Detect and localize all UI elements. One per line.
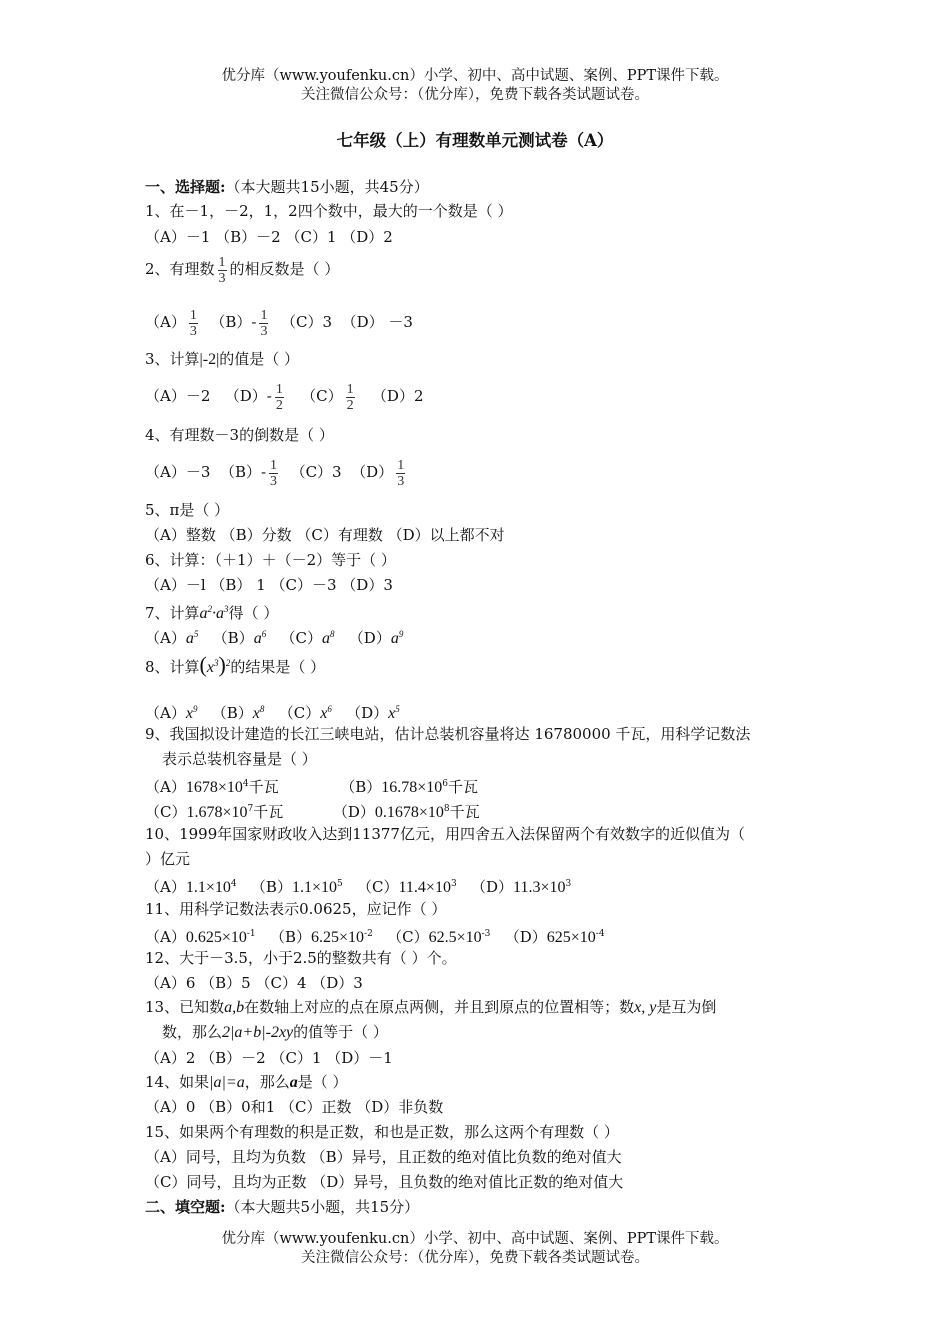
q4-opt-d: （D）: [351, 463, 394, 481]
q7-ans-a: [186, 630, 199, 647]
q8-options: [145, 699, 400, 724]
exp: 6: [261, 629, 267, 639]
q3-abs-expr: |-2|: [199, 351, 220, 368]
q13-stem-line2: [162, 1022, 388, 1043]
q9-opt-b: （B）: [340, 778, 382, 796]
q8-ans-b: [253, 705, 265, 722]
var-x: x: [320, 705, 328, 722]
q9-val-b: 16.78×10: [381, 779, 443, 796]
q15-stem: 15、如果两个有理数的积是正数，和也是正数，那么这两个有理数（ ）: [145, 1123, 619, 1141]
q8-opt-a: （A）: [145, 704, 186, 722]
exp: 5: [395, 704, 400, 714]
frac-den: 3: [218, 270, 226, 286]
q8-stem-text-2: 的结果是（ ）: [230, 658, 326, 676]
q9-opt-c: （C）: [145, 803, 187, 821]
page-header-line2: 关注微信公众号：（优分库），免费下载各类试题试卷。: [301, 87, 649, 103]
unit: 千瓦: [253, 803, 284, 821]
q2-fraction: [218, 255, 227, 286]
frac-num: 1: [346, 381, 354, 397]
exp: 3: [213, 658, 219, 668]
q4-opt-b: （B）-: [219, 463, 267, 481]
q9-options-row1: [145, 774, 478, 798]
q14-stem: [145, 1072, 347, 1093]
q11-val-c: 62.5×10: [428, 929, 482, 946]
section-1-note: （本大题共15小题，共45分）: [225, 178, 429, 196]
exp: 5: [193, 629, 199, 639]
q15-options-row1: （A）同号，且均为负数 （B）异号，且正数的绝对值比负数的绝对值大: [145, 1148, 622, 1166]
frac-num: 1: [189, 307, 197, 323]
var-a: a: [253, 630, 262, 647]
q13-text-3: 是互为倒: [656, 998, 717, 1016]
q3-frac-b: [275, 382, 284, 413]
q6-options: （A）－l （B） 1 （C）－3 （D）3: [145, 576, 393, 594]
q9-opt-d: （D）: [332, 803, 375, 821]
q11-stem: 11、用科学记数法表示0.0625，应记作（ ）: [145, 900, 447, 918]
exp: 4: [242, 779, 249, 789]
q7-stem-text: 7、计算: [145, 604, 200, 622]
q7-opt-a: （A）: [145, 629, 186, 647]
exp: -1: [246, 929, 256, 939]
q8-ans-a: [186, 705, 198, 722]
q14-text-3: 是（ ）: [297, 1073, 348, 1091]
var-a: a: [185, 630, 194, 647]
page-header-line1: 优分库（www.youfenku.cn）小学、初中、高中试题、案例、PPT课件下载。: [221, 68, 729, 84]
q4-frac-d: [396, 458, 405, 489]
exp: 3: [450, 879, 457, 889]
q3-options: [145, 375, 424, 417]
var-x: x: [388, 705, 396, 722]
q3-opt-c: （C）: [301, 387, 343, 405]
var-x: x: [252, 705, 260, 722]
q3-stem-text-2: 的值是（ ）: [219, 350, 300, 368]
q9-options-row2: [145, 799, 480, 823]
var-a: a: [199, 605, 208, 622]
exp: 5: [336, 879, 343, 889]
q2-options: [145, 301, 413, 343]
q2-stem: [145, 252, 339, 286]
q10-val-a: 1.1×10: [185, 879, 231, 896]
q13-text-5: 的值等于（ ）: [293, 1023, 388, 1041]
frac-num: 1: [260, 307, 268, 323]
q11-val-d: 625×10: [546, 929, 596, 946]
q12-options: （A）6 （B）5 （C）4 （D）3: [145, 974, 363, 992]
q8-ans-c: [320, 705, 332, 722]
q9-opt-a: （A）: [145, 778, 186, 796]
q3-opt-a: （A）－2: [145, 387, 211, 405]
q2-stem-text: 2、有理数: [145, 260, 215, 278]
q2-opt-d: （D） －3: [341, 313, 413, 331]
q4-stem: 4、有理数－3的倒数是（ ）: [145, 426, 334, 444]
q3-stem: [145, 349, 299, 370]
q4-options: [145, 451, 408, 493]
q4-opt-a: （A）－3: [145, 463, 211, 481]
frac-den: 3: [397, 473, 405, 489]
q13-vars-xy: x, y: [634, 999, 657, 1016]
q10-options: [145, 874, 571, 898]
q9-stem-line2: 表示总装机容量是（ ）: [162, 750, 317, 768]
q11-opt-b: （B）: [269, 928, 311, 946]
q13-text-4: 数，那么: [162, 1023, 223, 1041]
unit: 千瓦: [248, 778, 279, 796]
q9-val-c: 1.678×10: [186, 804, 248, 821]
exp: -4: [595, 929, 605, 939]
q2-stem-text-2: 的相反数是（ ）: [229, 260, 340, 278]
q2-frac-b: [259, 308, 268, 339]
q3-stem-text: 3、计算: [145, 350, 200, 368]
q9-val-d: 0.1678×10: [374, 804, 444, 821]
q13-expr: 2|a+b|-2xy: [222, 1024, 294, 1041]
q5-stem: 5、π是（ ）: [145, 501, 230, 519]
q7-ans-d: [391, 630, 404, 647]
unit: 千瓦: [449, 803, 480, 821]
q11-opt-a: （A）: [145, 928, 186, 946]
q7-opt-d: （D）: [348, 629, 391, 647]
section-1-label: 一、选择题:: [145, 178, 226, 196]
q10-stem-line1: 10、1999年国家财政收入达到11377亿元，用四舍五入法保留两个有效数字的近似值为（: [145, 825, 745, 843]
page-footer-line2: 关注微信公众号：（优分库），免费下载各类试题试卷。: [301, 1250, 649, 1266]
q10-val-b: 1.1×10: [291, 879, 337, 896]
var-a: a: [390, 630, 399, 647]
q14-text: 14、如果: [145, 1073, 210, 1091]
q2-opt-c: （C）3: [281, 313, 333, 331]
q2-opt-b: （B）-: [210, 313, 257, 331]
exp: 3: [565, 879, 572, 889]
q11-val-b: 6.25×10: [311, 929, 365, 946]
q7-stem: [145, 599, 278, 624]
exp: 8: [443, 804, 450, 814]
q12-stem: 12、大于－3.5，小于2.5的整数共有（ ）个。: [145, 949, 457, 967]
frac-num: 1: [218, 254, 226, 270]
page-title: 七年级（上）有理数单元测试卷（A）: [336, 131, 614, 150]
q3-opt-d: （D）2: [371, 387, 424, 405]
exp: 6: [442, 779, 448, 789]
exp: -3: [481, 929, 491, 939]
q10-opt-a: （A）: [145, 878, 186, 896]
q8-expr: $(x^3)^2$: [199, 652, 231, 677]
q10-val-d: 11.3×10: [513, 879, 566, 896]
q14-expr: |a|=a: [209, 1074, 245, 1091]
q14-var: a: [289, 1074, 298, 1091]
q10-stem-line2: ）亿元: [145, 850, 191, 868]
q11-val-a: 0.625×10: [185, 929, 247, 946]
q1-options: （A）－1 （B）－2 （C）1 （D）2: [145, 228, 393, 246]
q14-text-2: ，那么: [244, 1073, 290, 1091]
frac-num: 1: [397, 457, 405, 473]
exp: 2: [207, 604, 213, 614]
section-2-note: （本大题共5小题，共15分）: [225, 1198, 420, 1216]
frac-num: 1: [275, 381, 283, 397]
q10-val-c: 11.4×10: [398, 879, 451, 896]
q10-opt-b: （B）: [250, 878, 292, 896]
q13-stem-line1: [145, 997, 716, 1018]
q8-opt-b: （B）: [211, 704, 253, 722]
q10-opt-d: （D）: [471, 878, 514, 896]
exp: 8: [329, 629, 335, 639]
q8-opt-d: （D）: [346, 704, 389, 722]
exp: 3: [224, 604, 229, 614]
section-2-label: 二、填空题:: [145, 1198, 226, 1216]
q13-text-2: 在数轴上对应的点在原点两侧，并且到原点的位置相等；数: [244, 998, 635, 1016]
q1-stem: 1、在－1，－2，1，2四个数中，最大的一个数是（ ）: [145, 202, 513, 220]
q2-frac-a: [189, 308, 198, 339]
q7-opt-b: （B）: [212, 629, 254, 647]
q3-opt-b: （D）-: [224, 387, 272, 405]
q7-expr: $a^2\cdot a^3$: [199, 604, 229, 622]
q15-options-row2: （C）同号，且均为正数 （D）异号，且负数的绝对值比正数的绝对值大: [145, 1173, 624, 1191]
var-a: a: [216, 605, 225, 622]
q7-stem-text-2: 得（ ）: [228, 604, 279, 622]
q13-options: （A）2 （B）－2 （C）1 （D）－1: [145, 1049, 393, 1067]
q4-opt-c: （C）3: [290, 463, 342, 481]
var-x: x: [185, 705, 193, 722]
exp: 6: [327, 704, 332, 714]
exp: 8: [259, 704, 265, 714]
var-a: a: [321, 630, 330, 647]
q7-ans-c: [322, 630, 335, 647]
unit: 千瓦: [447, 778, 478, 796]
q9-val-a: 1678×10: [185, 779, 243, 796]
frac-den: 2: [346, 397, 354, 413]
q8-opt-c: （C）: [278, 704, 321, 722]
frac-num: 1: [270, 457, 278, 473]
q13-text: 13、已知数: [145, 998, 225, 1016]
section-2-heading: [145, 1197, 419, 1217]
q14-options: （A）0 （B）0和1 （C）正数 （D）非负数: [145, 1098, 444, 1116]
frac-den: 3: [260, 323, 268, 339]
exp: -2: [364, 929, 373, 939]
q10-opt-c: （C）: [357, 878, 399, 896]
q4-frac-b: [269, 458, 278, 489]
q3-frac-c: [346, 382, 355, 413]
q7-opt-c: （C）: [280, 629, 322, 647]
exp: 2: [225, 658, 231, 668]
var-x: x: [206, 659, 214, 676]
frac-den: 3: [189, 323, 197, 339]
frac-den: 3: [270, 473, 278, 489]
q5-options: （A）整数 （B）分数 （C）有理数 （D）以上都不对: [145, 526, 505, 544]
exp: 9: [398, 629, 404, 639]
q8-stem: [145, 650, 325, 681]
q13-vars-ab: a,b: [224, 999, 245, 1016]
page-footer-line1: 优分库（www.youfenku.cn）小学、初中、高中试题、案例、PPT课件下载。: [221, 1231, 729, 1247]
q11-options: [145, 924, 605, 948]
q11-opt-c: （C）: [387, 928, 429, 946]
exp: 9: [192, 704, 198, 714]
exp: 4: [230, 879, 237, 889]
section-1-heading: [145, 177, 429, 197]
q8-ans-d: [388, 705, 400, 722]
q2-opt-a: （A）: [145, 313, 186, 331]
q8-stem-text: 8、计算: [145, 658, 200, 676]
exp: 7: [247, 804, 254, 814]
q7-ans-b: [254, 630, 267, 647]
q6-stem: 6、计算：（＋1）＋（－2）等于（ ）: [145, 551, 396, 569]
q9-stem-line1: 9、我国拟设计建造的长江三峡电站，估计总装机容量将达 16780000 千瓦，用科学记数法: [145, 725, 751, 743]
frac-den: 2: [275, 397, 283, 413]
q7-options: [145, 624, 403, 649]
q11-opt-d: （D）: [504, 928, 547, 946]
